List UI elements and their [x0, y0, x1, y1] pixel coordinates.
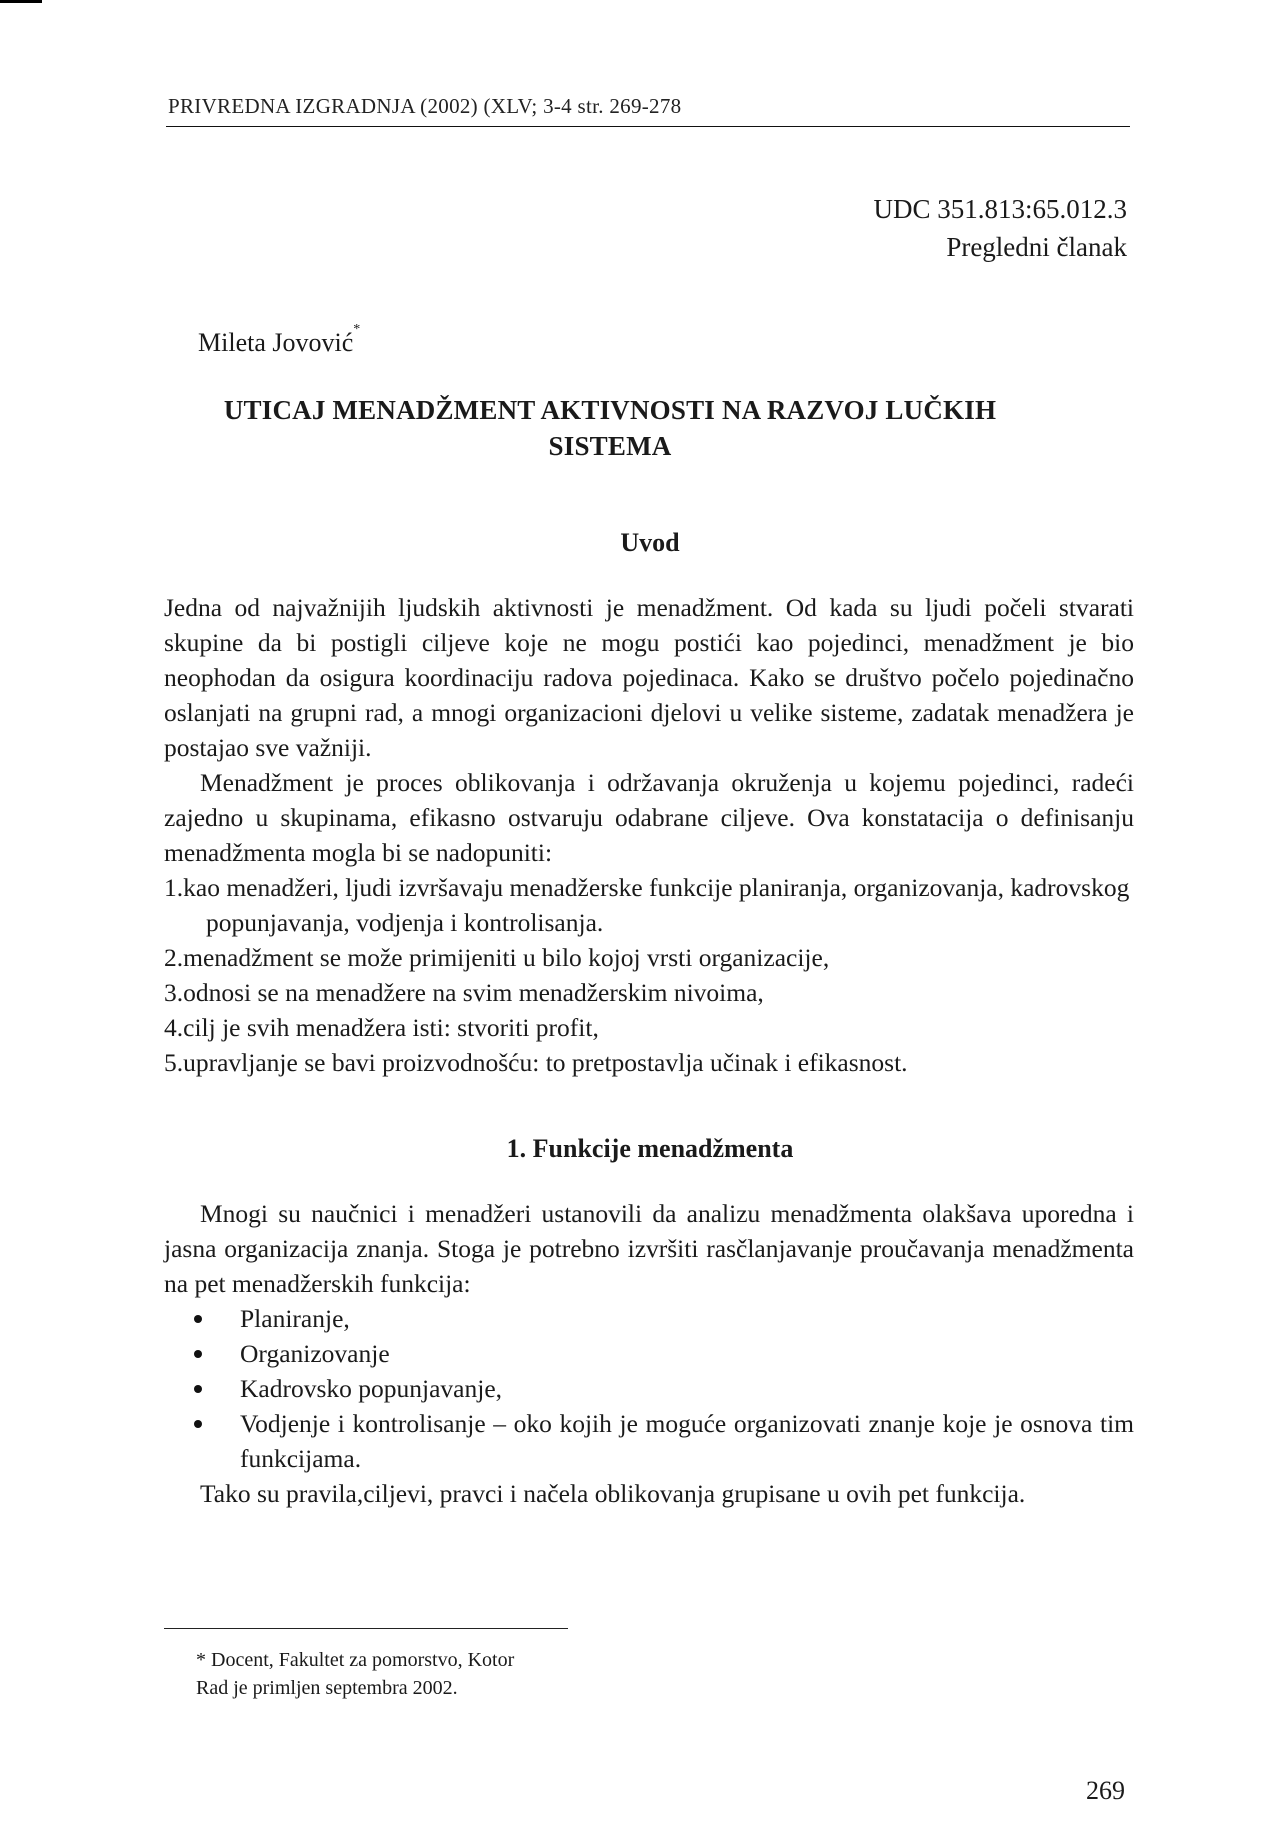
section-1-paragraph-1: Mnogi su naučnici i menadžeri ustanovili da analizu menadžmenta olakšava uporedna i jasna organizacija znanja. Stoga je potrebno izvršiti rasčlanjavanje proučavanja menadžmenta na pet menadžerskih funkcija: [164, 1199, 1134, 1298]
intro-paragraph-2: Menadžment je proces oblikovanja i održavanja okruženja u kojemu pojedinci, radeći zajedno u skupinama, efikasno ostvaruju odabrane ciljeve. Ova konstatacija o definisanju menadžmenta mogla bi se nadopuniti: [164, 768, 1134, 867]
intro-paragraph-1: Jedna od najvažnijih ljudskih aktivnosti je menadžment. Od kada su ljudi počeli stvarati skupine da bi postigli ciljeve koje ne mogu postići kao pojedinci, menadžment je bio neophodan da osigura koordinaciju radova pojedinaca. Kako se društvo počelo pojedinačno oslanjati na grupni rad, a mnogi organizacioni djelovi u velike sisteme, zadatak menadžera je postajao sve važniji. [164, 593, 1134, 762]
author [198, 322, 361, 358]
list-item: 3.odnosi se na menadžere na svim menadžerskim nivoima, [164, 978, 764, 1007]
list-item: 4.cilj je svih menadžera isti: stvoriti profit, [164, 1013, 599, 1042]
bullet-icon [194, 1385, 202, 1393]
bullet-item [240, 1371, 1134, 1406]
list-item: 5.upravljanje se bavi proizvodnošću: to pretpostavlja učinak i efikasnost. [164, 1048, 908, 1077]
footnote-affiliation: * Docent, Fakultet za pomorstvo, Kotor [196, 1649, 515, 1671]
author-name: Mileta Jovović [198, 328, 354, 357]
classification-block [873, 190, 1127, 266]
list-item: 2.menadžment se može primijeniti u bilo kojoj vrsti organizacije, [164, 943, 830, 972]
footnote-received: Rad je primljen septembra 2002. [196, 1677, 458, 1699]
bullet-icon [194, 1315, 202, 1323]
title-line-1: UTICAJ MENADŽMENT AKTIVNOSTI NA RAZVOJ LUČKIH [223, 395, 997, 425]
bullet-item [240, 1336, 1134, 1371]
bullet-text: Kadrovsko popunjavanje, [240, 1374, 503, 1403]
bullet-item [240, 1301, 1134, 1336]
bullet-icon [194, 1350, 202, 1358]
bullet-text: Planiranje, [240, 1304, 350, 1333]
udc-code: UDC 351.813:65.012.3 [873, 194, 1127, 224]
bullet-text: Vodjenje i kontrolisanje – oko kojih je moguće organizovati znanje koje je osnova tim funkcijama. [240, 1409, 1134, 1473]
footnote [196, 1646, 514, 1702]
article-title [160, 392, 1060, 464]
functions-list [164, 1301, 1134, 1476]
header-rule [166, 126, 1130, 127]
bullet-icon [194, 1420, 202, 1428]
running-header: PRIVREDNA IZGRADNJA (2002) (XLV; 3-4 str. 269-278 [168, 94, 682, 118]
section-1-heading: 1. Funkcije menadžmenta [506, 1134, 794, 1163]
list-item: 1.kao menadžeri, ljudi izvršavaju menadžerske funkcije planiranja, organizovanja, kadrovskog popunjavanja, vodjenja i kontrolisanja. [164, 873, 1130, 937]
author-footnote-mark: * [353, 322, 361, 337]
definition-list [164, 870, 1134, 1080]
article-type: Pregledni članak [946, 232, 1127, 262]
bullet-text: Organizovanje [240, 1339, 390, 1368]
footnote-rule [164, 1628, 568, 1629]
section-1-body [164, 1196, 1134, 1511]
intro-heading: Uvod [620, 528, 680, 557]
intro-body [164, 590, 1134, 1080]
section-1-paragraph-2: Tako su pravila,ciljevi, pravci i načela oblikovanja grupisane u ovih pet funkcija. [200, 1479, 1026, 1508]
page-number: 269 [1086, 1776, 1125, 1805]
title-line-2: SISTEMA [548, 431, 672, 461]
scan-edge-mark [0, 0, 42, 3]
bullet-item [240, 1406, 1134, 1476]
